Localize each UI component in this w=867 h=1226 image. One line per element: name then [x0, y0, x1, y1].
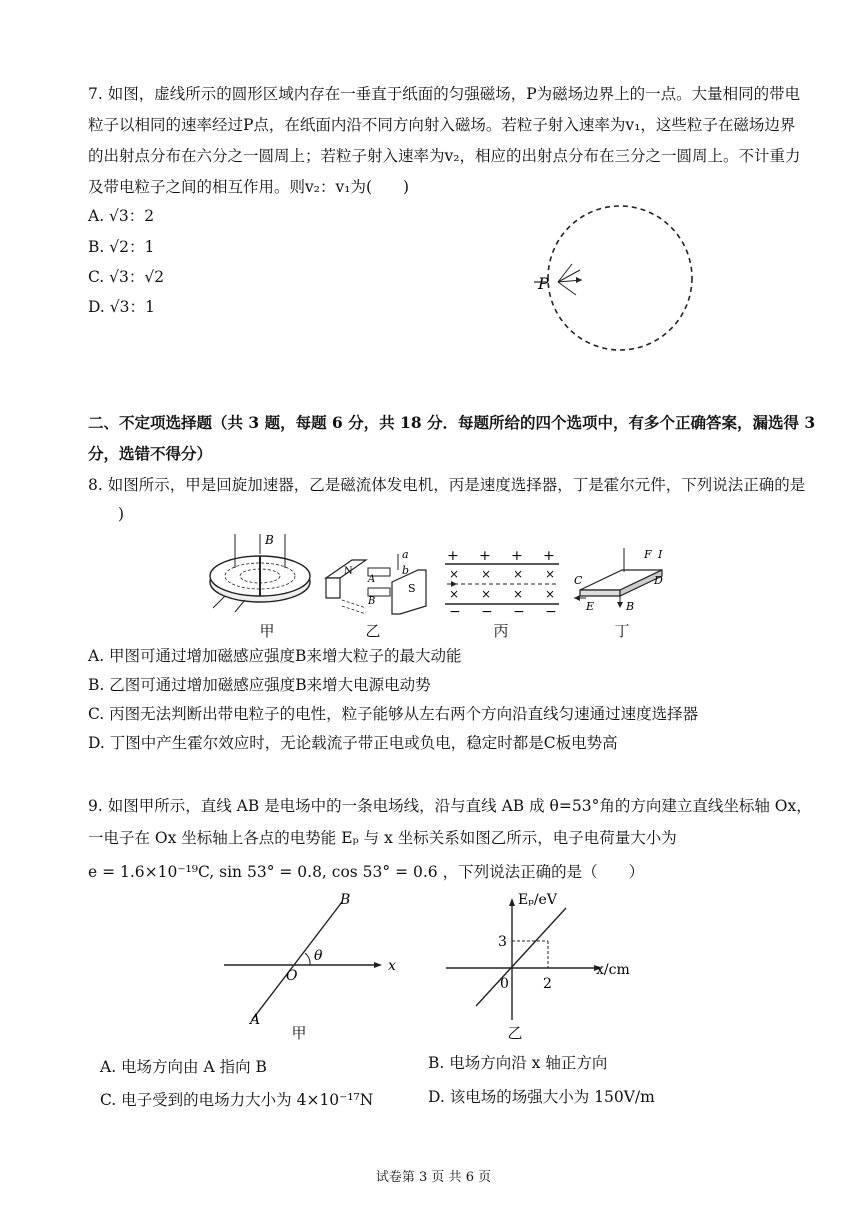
q9-line-1: 9. 如图甲所示，直线 AB 是电场中的一条电场线，沿与直线 AB 成 θ=53°角的方向建立直线坐标轴 Ox， — [88, 797, 812, 815]
q8-yi-s-label: S — [408, 582, 416, 595]
q7-line-3: 的出射点分布在六分之一圆周上；若粒子射入速率为v₂，相应的出射点分布在三分之一圆周上。不计重力 — [88, 147, 801, 165]
svg-text:×: × — [513, 587, 524, 601]
q7-point-p-label: P — [538, 274, 549, 293]
q8-ding-f-label: F — [644, 548, 652, 561]
q9-jia-theta-label: θ — [314, 948, 323, 964]
svg-text:−: − — [545, 604, 557, 618]
q8-yi-a-plate-label: A — [368, 574, 376, 585]
q8-hall-element-figure — [572, 544, 672, 616]
q9-yi-ytick-3: 3 — [498, 934, 507, 950]
q8-jia-b-label: B — [265, 533, 274, 547]
svg-text:×: × — [545, 587, 556, 601]
q8-ding-e-label: E — [586, 600, 595, 613]
q8-velocity-selector-figure — [443, 546, 563, 618]
svg-text:+: + — [543, 548, 555, 564]
q8-option-d: D. 丁图中产生霍尔效应时，无论载流子带正电或负电，稳定时都是C板电势高 — [88, 734, 618, 752]
svg-text:×: × — [449, 587, 460, 601]
q9-option-b: B. 电场方向沿 x 轴正方向 — [428, 1054, 608, 1072]
q8-option-b: B. 乙图可通过增加磁感应强度B来增大电源电动势 — [88, 676, 431, 694]
q7-option-b: B. √2：1 — [88, 238, 155, 256]
svg-text:×: × — [545, 567, 556, 581]
q9-line-2: 一电子在 Ox 坐标轴上各点的电势能 Eₚ 与 x 坐标关系如图乙所示，电子电荷量大小为 — [88, 829, 677, 847]
q8-yi-n-label: N — [344, 566, 353, 577]
q8-ding-d-label: D — [654, 574, 663, 587]
svg-text:−: − — [449, 604, 461, 618]
q8-caption-yi: 乙 — [365, 622, 381, 640]
q8-cyclotron-figure — [205, 530, 315, 620]
q7-magnetic-field-figure — [520, 200, 710, 360]
q8-ding-b-label: B — [626, 600, 635, 613]
q9-jia-a-label: A — [250, 1012, 261, 1028]
q7-line-2: 粒子以相同的速率经过P点，在纸面内沿不同方向射入磁场。若粒子射入速率为v₁，这些粒子在磁场边界 — [88, 116, 796, 134]
svg-text:+: + — [479, 548, 491, 564]
section-2-heading: 二、不定项选择题（共 3 题，每题 6 分，共 18 分．每题所给的四个选项中，有多个正确答案，漏选得 3 — [88, 413, 816, 432]
q9-jia-b-label: B — [340, 892, 351, 908]
q8-mhd-generator-figure — [322, 548, 432, 620]
q8-option-c: C. 丙图无法判断出带电粒子的电性，粒子能够从左右两个方向沿直线匀速通过速度选择器 — [88, 705, 699, 723]
q9-jia-o-label: O — [286, 968, 298, 984]
q8-ding-c-label: C — [574, 574, 583, 587]
q8-caption-bing: 丙 — [493, 622, 509, 640]
section-2-heading-cont: 分，选错不得分） — [88, 444, 213, 463]
q8-yi-a-label: a — [402, 548, 409, 561]
q7-option-a: A. √3：2 — [88, 207, 155, 225]
q8-caption-ding: 丁 — [614, 622, 630, 640]
q8-ding-i-label: I — [658, 548, 663, 561]
q9-jia-x-label: x — [388, 958, 396, 974]
svg-text:×: × — [449, 567, 460, 581]
q9-option-a: A. 电场方向由 A 指向 B — [100, 1058, 267, 1076]
q8-yi-b-label: b — [402, 564, 410, 577]
q7-line-1: 7. 如图，虚线所示的圆形区域内存在一垂直于纸面的匀强磁场，P为磁场边界上的一点。大量相同的带电 — [88, 85, 801, 103]
svg-text:×: × — [481, 567, 492, 581]
svg-text:×: × — [513, 567, 524, 581]
q9-line-3: e = 1.6×10⁻¹⁹C, sin 53° = 0.8, cos 53° = 0.6 ，下列说法正确的是（ ） — [88, 863, 645, 881]
q8-line-2: ) — [118, 505, 125, 523]
q9-potential-energy-graph — [440, 888, 650, 1028]
q9-caption-jia: 甲 — [291, 1024, 307, 1042]
q9-option-d: D. 该电场的场强大小为 150V/m — [428, 1088, 655, 1106]
q9-option-c: C. 电子受到的电场力大小为 4×10⁻¹⁷N — [100, 1091, 374, 1109]
q9-caption-yi: 乙 — [507, 1024, 523, 1042]
svg-text:−: − — [481, 604, 493, 618]
svg-text:+: + — [447, 548, 459, 564]
q7-option-d: D. √3：1 — [88, 298, 155, 316]
q7-option-c: C. √3：√2 — [88, 268, 165, 286]
q8-option-a: A. 甲图可通过增加磁感应强度B来增大粒子的最大动能 — [88, 647, 462, 665]
svg-text:−: − — [513, 604, 525, 618]
svg-text:+: + — [511, 548, 523, 564]
page-footer: 试卷第 3 页 共 6 页 — [375, 1170, 492, 1185]
q9-yi-xtick-2: 2 — [543, 976, 552, 992]
q8-line-1: 8. 如图所示，甲是回旋加速器，乙是磁流体发电机，丙是速度选择器，丁是霍尔元件，下列说法正确的是 — [88, 476, 806, 494]
svg-text:×: × — [481, 587, 492, 601]
q9-yi-ylabel: Eₚ/eV — [518, 892, 557, 908]
q8-yi-b-plate-label: B — [368, 596, 376, 607]
q9-yi-xlabel: x/cm — [596, 962, 630, 978]
q7-line-4: 及带电粒子之间的相互作用。则v₂：v₁为( ) — [88, 178, 410, 196]
q9-yi-origin: 0 — [500, 976, 509, 992]
q8-caption-jia: 甲 — [259, 622, 275, 640]
